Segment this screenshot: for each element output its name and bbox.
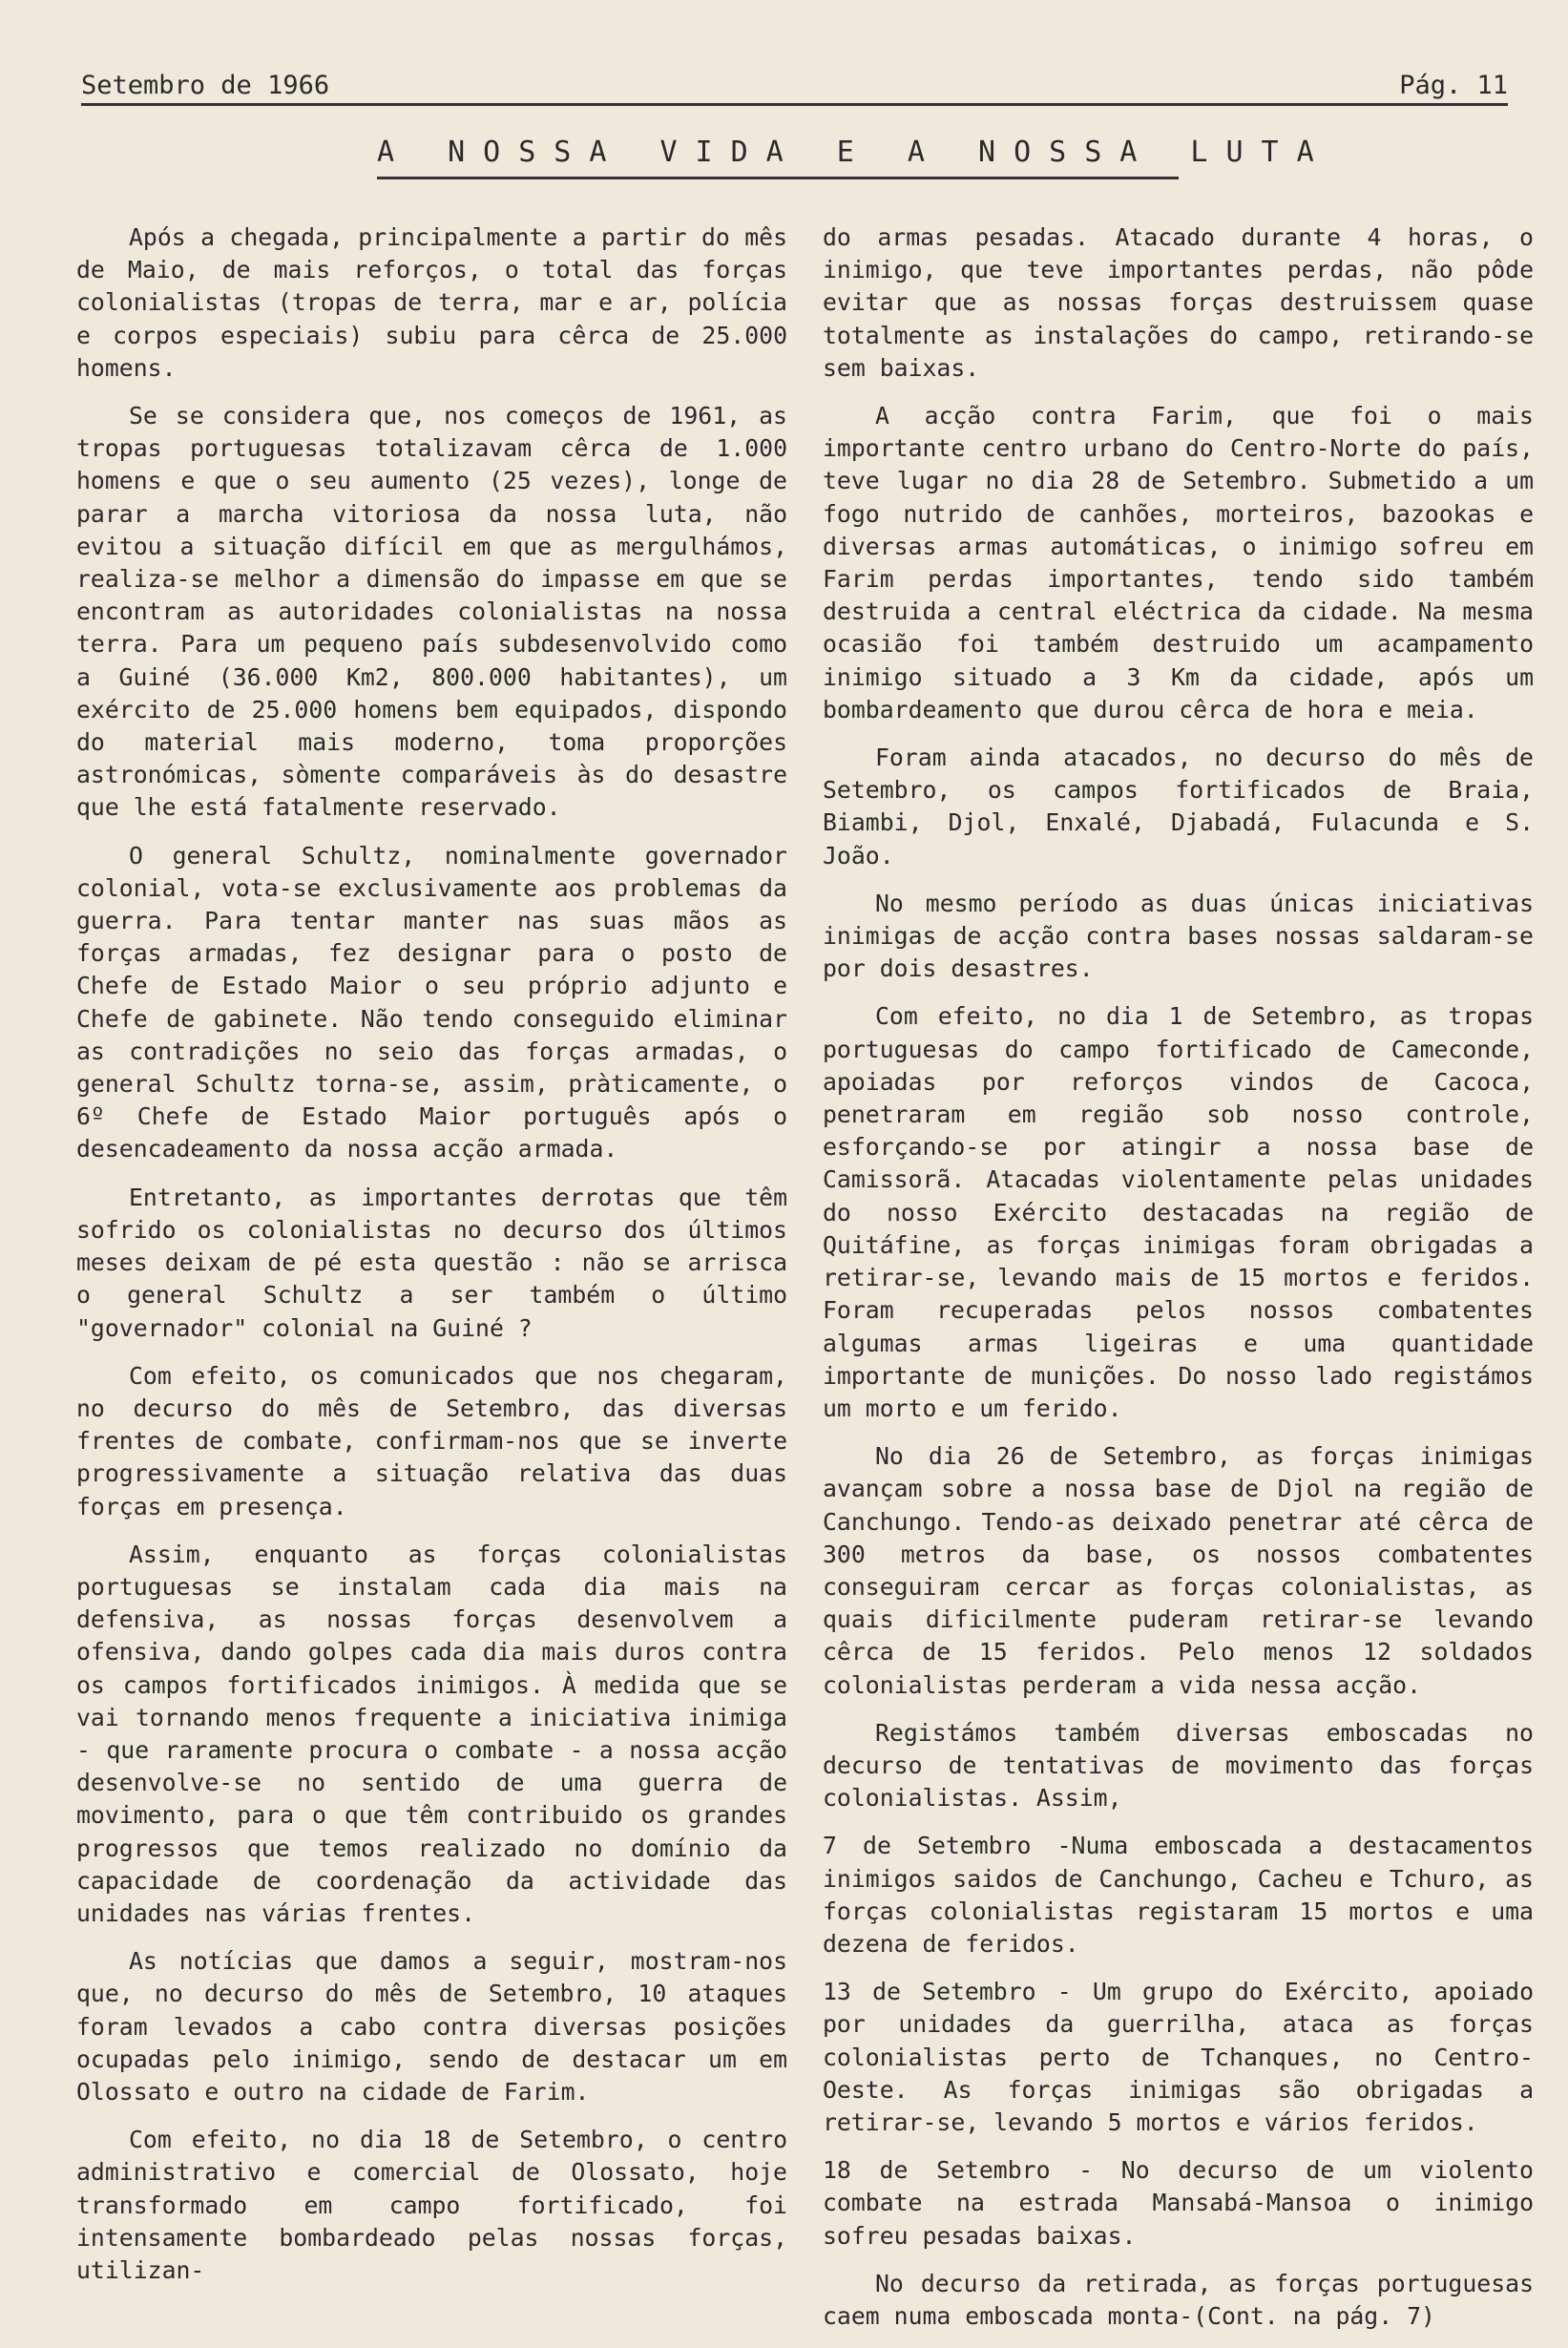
paragraph: Com efeito, os comunicados que nos chegaram, no decurso do mês de Setembro, das diversas frentes de combate, confirmam-nos que se inverte progressivamente a situação relativa das duas forças em presença. xyxy=(76,1361,787,1520)
paragraph: A acção contra Farim, que foi o mais importante centro urbano do Centro-Norte do país, teve lugar no dia 28 de Setembro. Submetido a um fogo nutrido de canhões, morteiros, bazookas e diversas armas automáticas, o inimigo sofreu em Farim perdas importantes, tendo sido também destruida a central eléctrica da cidade. Na mesma ocasião foi também destruido um acampamento inimigo situado a 3 Km da cidade, após um bombardeamento que durou cêrca de hora e meia. xyxy=(823,402,1534,723)
paragraph: Registámos também diversas emboscadas no decurso de tentativas de movimento das forças colonialistas. Assim, xyxy=(823,1718,1534,1813)
paragraph: No decurso da retirada, as forças portuguesas caem numa emboscada monta-(Cont. na pág. 7) xyxy=(823,2269,1534,2330)
paragraph: As notícias que damos a seguir, mostram-nos que, no decurso do mês de Setembro, 10 ataques foram levados a cabo contra diversas posições ocupadas pelo inimigo, sendo de destacar um em Olossato e outro na cidade de Farim. xyxy=(76,1947,787,2106)
paragraph: do armas pesadas. Atacado durante 4 horas, o inimigo, que teve importantes perdas, não pôde evitar que as nossas forças destruissem quase totalmente as instalações do campo, retirando-se sem baixas. xyxy=(823,223,1534,382)
page-header xyxy=(81,69,1508,106)
paragraph: Foram ainda atacados, no decurso do mês de Setembro, os campos fortificados de Braia, Biambi, Djol, Enxalé, Djabadá, Fulacunda e S. João. xyxy=(823,744,1534,870)
paragraph: Se se considera que, nos começos de 1961, as tropas portuguesas totalizavam cêrca de 1.000 homens e que o seu aumento (25 vezes), longe de parar a marcha vitoriosa da nossa luta, não evitou a situação difícil em que as mergulhámos, realiza-se melhor a dimensão do impasse em que se encontram as autoridades colonialistas na nossa terra. Para um pequeno país subdesenvolvido como a Guiné (36.000 Km2, 800.000 habitantes), um exército de 25.000 homens bem equipados, dispondo do material mais moderno, toma proporções astronómicas, sòmente comparáveis às do desastre que lhe está fatalmente reservado. xyxy=(76,402,787,822)
paragraph: 18 de Setembro - No decurso de um violento combate na estrada Mansabá-Mansoa o inimigo sofreu pesadas baixas. xyxy=(823,2156,1534,2250)
paragraph: Assim, enquanto as forças colonialistas portuguesas se instalam cada dia mais na defensiva, as nossas forças desenvolvem a ofensiva, dando golpes cada dia mais duros contra os campos fortificados inimigos. À medida que se vai tornando menos frequente a iniciativa inimiga - que raramente procura o combate - a nossa acção desenvolve-se no sentido de uma guerra de movimento, para o que têm contribuido os grandes progressos que temos realizado no domínio da capacidade de coordenação da actividade das unidades nas várias frentes. xyxy=(76,1540,787,1927)
paragraph: O general Schultz, nominalmente governador colonial, vota-se exclusivamente aos problemas da guerra. Para tentar manter nas suas mãos as forças armadas, fez designar para o posto de Chefe de Estado Maior o seu próprio adjunto e Chefe de gabinete. Não tendo conseguido eliminar as contradições no seio das forças armadas, o general Schultz torna-se, assim, pràticamente, o 6º Chefe de Estado Maior português após o desencadeamento da nossa acção armada. xyxy=(76,841,787,1164)
page-number: Pág. 11 xyxy=(1399,71,1508,100)
paragraph: Entretanto, as importantes derrotas que têm sofrido os colonialistas no decurso dos últimos meses deixam de pé esta questão : não se arrisca o general Schultz a ser também o último "governador" colonial na Guiné ? xyxy=(76,1183,787,1342)
paragraph: Com efeito, no dia 1 de Setembro, as tropas portuguesas do campo fortificado de Cameconde, apoiadas por reforços vindos de Cacoca, penetraram em região sob nosso controle, esforçando-se por atingir a nossa base de Camissorã. Atacadas violentamente pelas unidades do nosso Exército destacadas na região de Quitáfine, as forças inimigas foram obrigadas a retirar-se, levando mais de 15 mortos e feridos. Foram recuperadas pelos nossos combatentes algumas armas ligeiras e uma quantidade importante de munições. Do nosso lado registámos um morto e um ferido. xyxy=(823,1002,1534,1422)
paragraph: No dia 26 de Setembro, as forças inimigas avançam sobre a nossa base de Djol na região de Canchungo. Tendo-as deixado penetrar até cêrca de 300 metros da base, os nossos combatentes conseguiram cercar as forças colonialistas, as quais dificilmente puderam retirar-se levando cêrca de 15 feridos. Pelo menos 12 soldados colonialistas perderam a vida nessa acção. xyxy=(823,1442,1534,1699)
left-column xyxy=(76,221,787,2302)
paragraph: 13 de Setembro - Um grupo do Exército, apoiado por unidades da guerrilha, ataca as forças colonialistas perto de Tchanques, no Centro-Oeste. As forças inimigas são obrigadas a retirar-se, levando 5 mortos e vários feridos. xyxy=(823,1978,1534,2136)
right-column xyxy=(823,221,1534,2348)
paragraph: Após a chegada, principalmente a partir do mês de Maio, de mais reforços, o total das forças colonialistas (tropas de terra, mar e ar, polícia e corpos especiais) subiu para cêrca de 25.000 homens. xyxy=(76,223,787,382)
issue-date: Setembro de 1966 xyxy=(81,71,330,100)
paragraph: No mesmo período as duas únicas iniciativas inimigas de acção contra bases nossas saldaram-se por dois desastres. xyxy=(823,889,1534,983)
paragraph: Com efeito, no dia 18 de Setembro, o centro administrativo e comercial de Olossato, hoje transformado em campo fortificado, foi intensamente bombardeado pelas nossas forças, utilizan- xyxy=(76,2126,787,2284)
paragraph: 7 de Setembro -Numa emboscada a destacamentos inimigos saidos de Canchungo, Cacheu e Tchuro, as forças colonialistas registaram 15 mortos e uma dezena de feridos. xyxy=(823,1832,1534,1958)
section-title: A NOSSA VIDA E A NOSSA LUTA xyxy=(377,136,1179,179)
